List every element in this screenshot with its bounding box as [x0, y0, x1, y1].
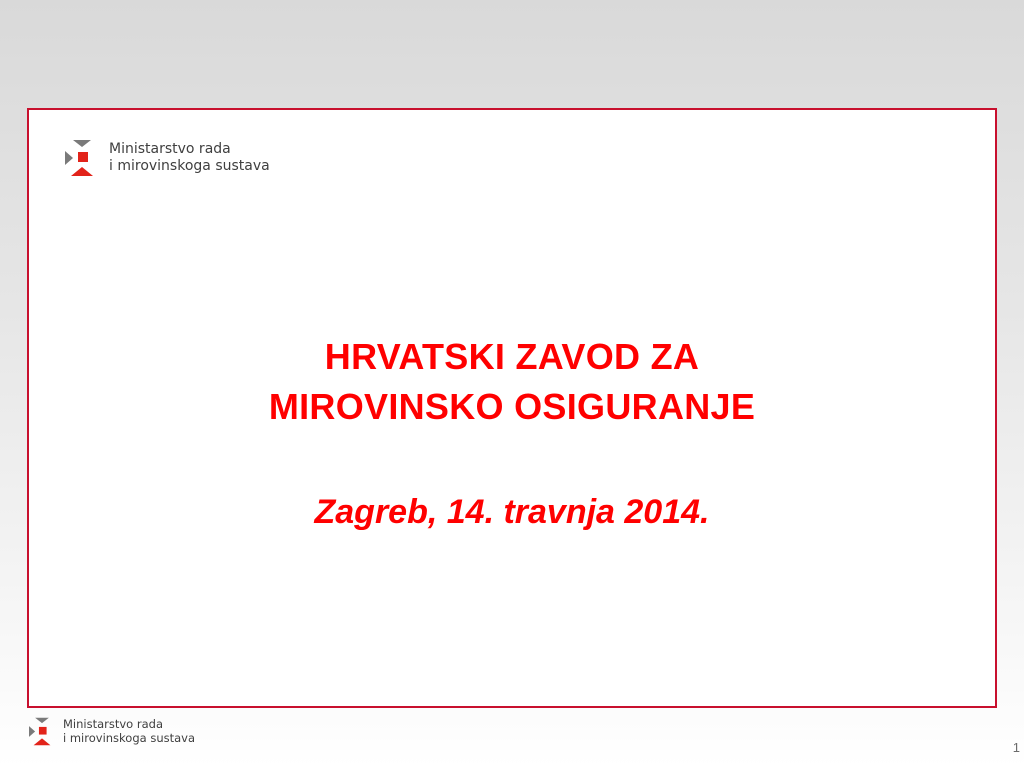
footer-logo-icon	[29, 716, 55, 747]
footer-logo-line-2: i mirovinskoga sustava	[63, 730, 196, 745]
ministry-logo	[65, 138, 270, 178]
slide-title-line-1: HRVATSKI ZAVOD ZA	[324, 336, 700, 377]
footer-logo-line-1: Ministarstvo rada	[63, 716, 163, 731]
logo-line-1: Ministarstvo rada	[109, 141, 231, 158]
slide-frame	[27, 108, 997, 708]
ministry-logo-text	[109, 141, 270, 174]
logo-line-2: i mirovinskoga sustava	[109, 158, 270, 174]
slide-subtitle-date: Zagreb, 14. travnja 2014.	[314, 493, 710, 531]
page-number: 1	[1012, 740, 1020, 755]
footer-ministry-logo	[29, 716, 195, 747]
slide-title	[29, 332, 995, 432]
ministry-logo-icon	[65, 138, 99, 178]
footer-logo-text	[63, 718, 195, 745]
slide-title-line-2: MIROVINSKO OSIGURANJE	[268, 386, 756, 427]
